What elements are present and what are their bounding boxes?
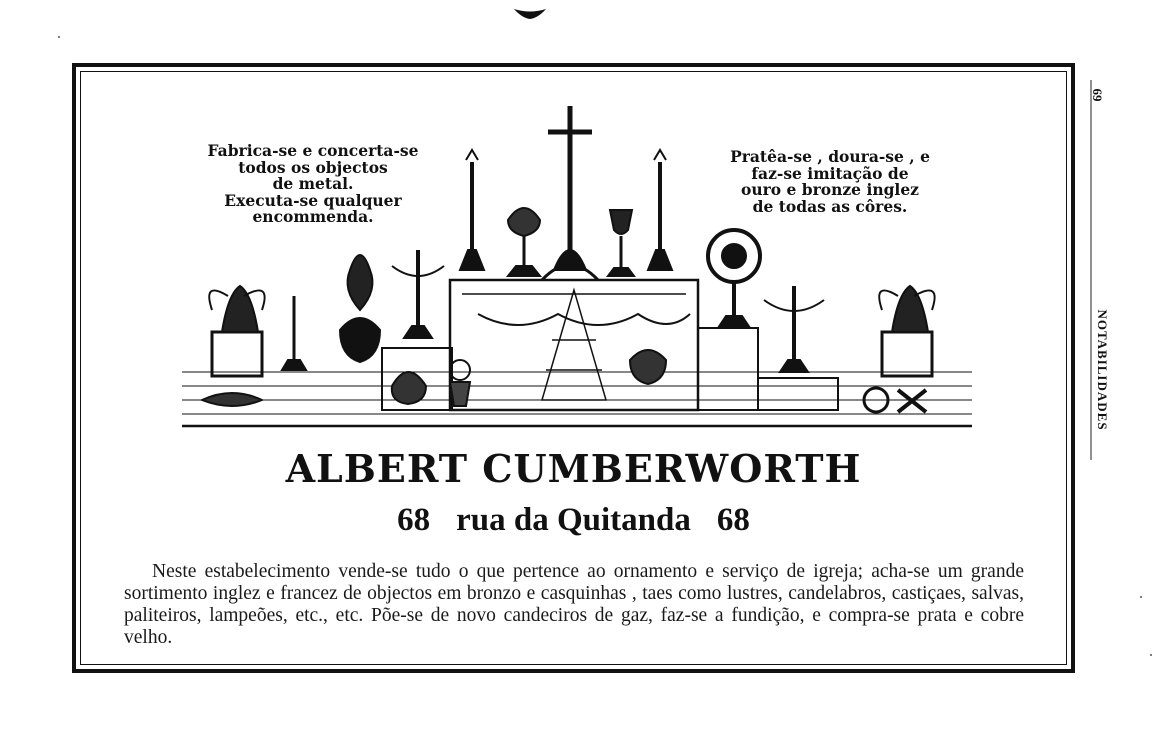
firm-name: ALBERT CUMBERWORTH [285,446,862,491]
address-number-left: 68 [397,502,431,538]
paper-speck [1150,654,1152,656]
page-number: 69 [1090,88,1105,102]
top-ornament-mark [512,6,548,20]
engraving-illustration [182,100,972,435]
paper-speck [58,36,60,38]
right-slogan: Pratêa-se , doura-se , e faz-se imitação de ouro e bronze inglez de todas as côres. [730,147,930,216]
running-head-title: NOTABILIDADES [1095,309,1110,431]
left-slogan: Fabrica-se e concerta-se todos os objectos de metal. Executa-se qualquer encommenda. [207,141,419,226]
advert-body-text: Neste estabelecimento vende-se tudo o que pertence ao ornamento e serviço de igreja; acha-se um grande sortimento inglez e francez de objectos em bronzo e casquinhas , taes como lustres, candelabros, castiçaes, salvas, paliteiros, lampeões, etc., etc. Põe-se de novo candeciros de gaz, faz-se a fundição, e compra-se prata e cobre velho. [124,561,1024,648]
shop-address [80,500,1067,540]
paper-speck [1140,596,1142,598]
address-street: rua da Quitanda [456,502,691,538]
address-number-right: 68 [716,502,750,538]
